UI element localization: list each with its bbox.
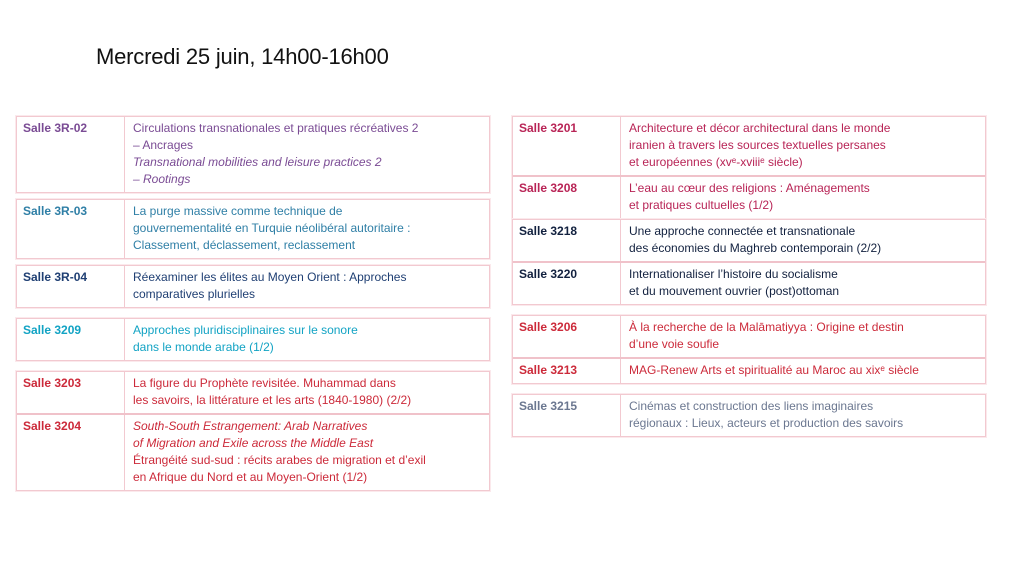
session-title-line: et européennes (xvᵉ-xviiiᵉ siècle) — [629, 155, 803, 169]
session-row — [17, 117, 489, 192]
session-title-line: – Rootings — [133, 172, 191, 186]
session-title-line: régionaux : Lieux, acteurs et production des savoirs — [629, 416, 904, 430]
session-title-line: – Ancrages — [133, 138, 194, 152]
room-label: Salle 3201 — [513, 117, 621, 175]
room-label: Salle 3220 — [513, 263, 621, 304]
session-title — [621, 359, 985, 383]
session-title-line: L’eau au cœur des religions : Aménagements — [629, 181, 870, 195]
session-title-line: dans le monde arabe (1/2) — [133, 340, 274, 354]
room-label: Salle 3213 — [513, 359, 621, 383]
session-row — [513, 220, 985, 261]
session-title-line: et pratiques cultuelles (1/2) — [629, 198, 774, 212]
session-title-line: gouvernementalité en Turquie néolibéral autoritaire : — [133, 221, 411, 235]
session-row — [513, 175, 985, 218]
session-title — [125, 117, 489, 192]
session-group — [512, 116, 986, 219]
session-title — [621, 117, 985, 175]
room-label: Salle 3204 — [17, 415, 125, 490]
session-title-line: Classement, déclassement, reclassement — [133, 238, 356, 252]
room-label: Salle 3R-04 — [17, 266, 125, 307]
session-row — [513, 117, 985, 175]
session-group — [16, 318, 490, 361]
session-title-line: La figure du Prophète revisitée. Muhammad dans — [133, 376, 396, 390]
session-group — [16, 371, 490, 491]
session-title — [621, 177, 985, 218]
session-title-line: Réexaminer les élites au Moyen Orient : Approches — [133, 270, 407, 284]
session-row — [17, 319, 489, 360]
session-row — [513, 261, 985, 304]
session-row — [17, 200, 489, 258]
session-title-line: À la recherche de la Malāmatiyya : Origine et destin — [629, 320, 904, 334]
session-group — [512, 394, 986, 437]
room-label: Salle 3218 — [513, 220, 621, 261]
session-group — [16, 199, 490, 259]
left-column — [16, 116, 490, 491]
session-title — [621, 316, 985, 357]
session-title-line: en Afrique du Nord et au Moyen-Orient (1/2) — [133, 470, 368, 484]
session-title-line: Une approche connectée et transnationale — [629, 224, 856, 238]
session-title-line: Internationaliser l’histoire du socialisme — [629, 267, 838, 281]
session-row — [17, 266, 489, 307]
session-title-line: iranien à travers les sources textuelles persanes — [629, 138, 886, 152]
session-row — [513, 395, 985, 436]
session-group — [16, 265, 490, 308]
session-title-line: Étrangéité sud-sud : récits arabes de migration et d’exil — [133, 453, 426, 467]
session-title-line: Cinémas et construction des liens imaginaires — [629, 399, 874, 413]
room-label: Salle 3209 — [17, 319, 125, 360]
room-label: Salle 3215 — [513, 395, 621, 436]
session-title-line: South-South Estrangement: Arab Narratives — [133, 419, 368, 433]
page-title: Mercredi 25 juin, 14h00-16h00 — [96, 44, 389, 69]
session-group — [16, 116, 490, 193]
session-title-line: d’une voie soufie — [629, 337, 720, 351]
session-title — [125, 200, 489, 258]
session-title-line: Transnational mobilities and leisure practices 2 — [133, 155, 382, 169]
session-title-line: MAG-Renew Arts et spiritualité au Maroc au xixᵉ siècle — [629, 363, 919, 377]
session-title — [125, 266, 489, 307]
session-title-line: comparatives plurielles — [133, 287, 256, 301]
session-title — [621, 395, 985, 436]
session-title-line: Architecture et décor architectural dans le monde — [629, 121, 891, 135]
room-label: Salle 3R-02 — [17, 117, 125, 192]
session-title-line: Circulations transnationales et pratiques récréatives 2 — [133, 121, 419, 135]
session-title-line: les savoirs, la littérature et les arts (1840-1980) (2/2) — [133, 393, 412, 407]
session-title — [621, 263, 985, 304]
room-label: Salle 3208 — [513, 177, 621, 218]
session-title-line: of Migration and Exile across the Middle East — [133, 436, 374, 450]
room-label: Salle 3206 — [513, 316, 621, 357]
session-title-line: La purge massive comme technique de — [133, 204, 343, 218]
session-group — [512, 219, 986, 305]
session-row — [17, 372, 489, 413]
session-row — [513, 357, 985, 383]
session-title — [125, 319, 489, 360]
session-title — [125, 372, 489, 413]
room-label: Salle 3203 — [17, 372, 125, 413]
session-title — [621, 220, 985, 261]
session-row — [17, 413, 489, 490]
session-title-line: Approches pluridisciplinaires sur le sonore — [133, 323, 358, 337]
session-row — [513, 316, 985, 357]
session-title-line: et du mouvement ouvrier (post)ottoman — [629, 284, 840, 298]
session-title-line: des économies du Maghreb contemporain (2/2) — [629, 241, 882, 255]
session-group — [512, 315, 986, 384]
session-title — [125, 415, 489, 490]
right-column — [512, 116, 986, 437]
room-label: Salle 3R-03 — [17, 200, 125, 258]
